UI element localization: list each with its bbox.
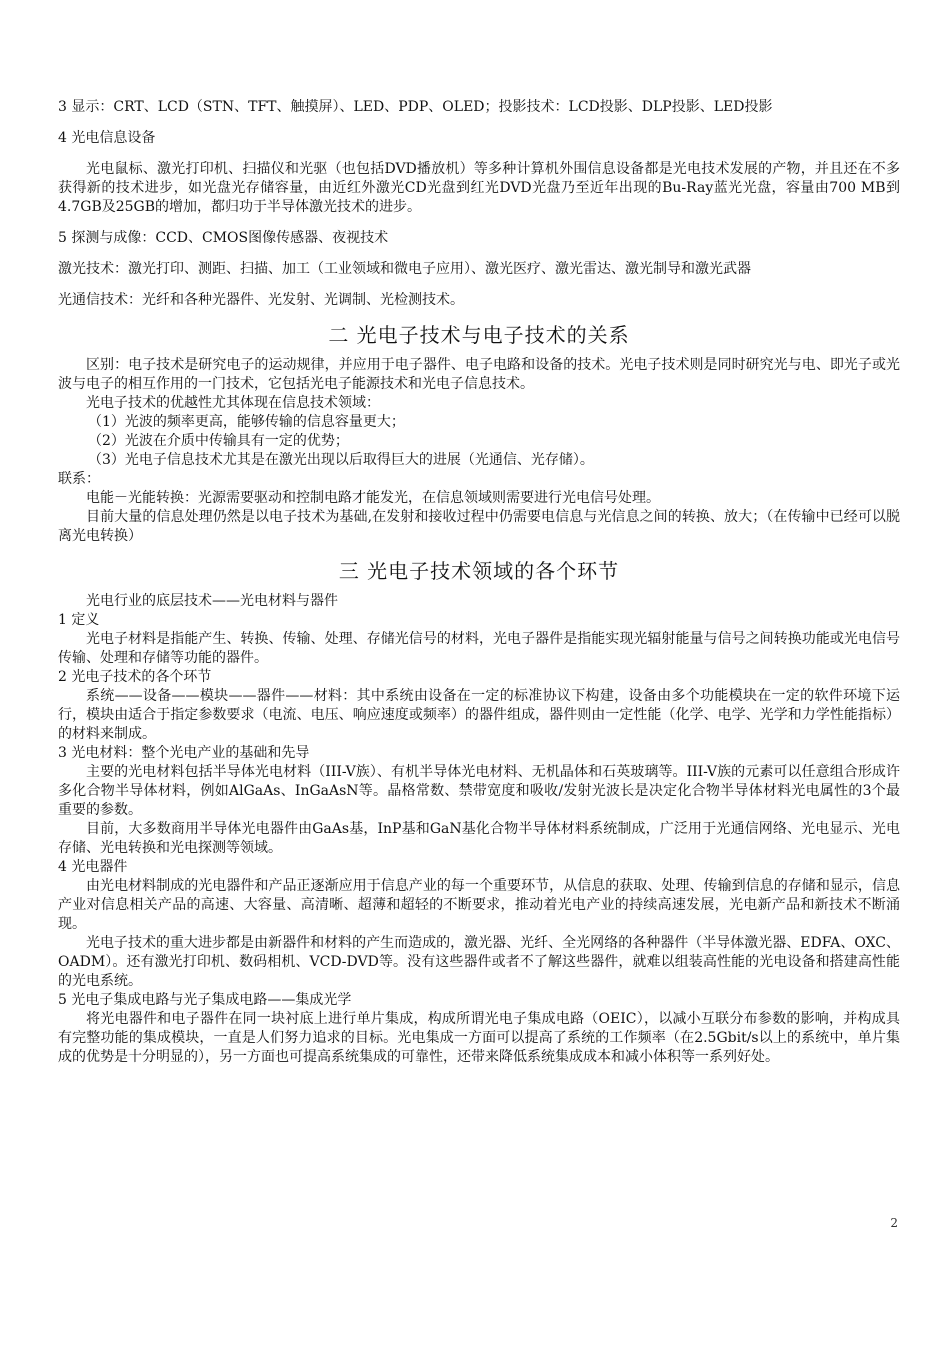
devices-paragraph-1: 由光电材料制成的光电器件和产品正逐渐应用于信息产业的每一个重要环节，从信息的获取、处理、传输到信息的存储和显示，信息产业对信息相关产品的高速、大容量、高清晰、超薄和超轻的不断要求，推动着光电产业的持续高速发展，光电新产品和新技术不断涌现。 (58, 878, 900, 932)
page-number: 2 (890, 1216, 898, 1230)
relation-label: 联系： (58, 471, 100, 487)
materials-heading: 3 光电材料：整个光电产业的基础和先导 (58, 745, 310, 761)
devices-paragraph-2: 光电子技术的重大进步都是由新器件和材料的产生而造成的，激光器、光纤、全光网络的各种器件（半导体激光器、EDFA、OXC、OADM）。还有激光打印机、数码相机、VCD-DVD等。没有这些器件或者不了解这些器件，就难以组装高性能的光电设备和搭建高性能的光电系统。 (58, 935, 900, 989)
integration-paragraph: 将光电器件和电子器件在同一块衬底上进行单片集成，构成所谓光电子集成电路（OEIC），以减小互联分布参数的影响，并构成具有完整功能的集成模块，一直是人们努力追求的目标。光电集成一方面可以提高了系统的工作频率（在2.5Gbit/s以上的系统中，单片集成的优势是十分明显的），另一方面也可提高系统集成的可靠性，还带来降低系统集成成本和减小体积等一系列好处。 (58, 1011, 900, 1065)
advantage-item-3: （3）光电子信息技术尤其是在激光出现以后取得巨大的进展（光通信、光存储）。 (88, 452, 594, 468)
laser-tech-line: 激光技术：激光打印、测距、扫描、加工（工业领域和微电子应用）、激光医疗、激光雷达、激光制导和激光武器 (58, 261, 751, 277)
relation-paragraph-1: 电能－光能转换：光源需要驱动和控制电路才能发光，在信息领域则需要进行光电信号处理。 (86, 490, 660, 506)
definition-paragraph: 光电子材料是指能产生、转换、传输、处理、存储光信号的材料，光电子器件是指能实现光辐射能量与信号之间转换功能或光电信号传输、处理和存储等功能的器件。 (58, 631, 900, 666)
difference-paragraph: 区别：电子技术是研究电子的运动规律，并应用于电子器件、电子电路和设备的技术。光电子技术则是同时研究光与电、即光子或光波与电子的相互作用的一门技术，它包括光电子能源技术和光电子信息技术。 (58, 357, 900, 392)
devices-heading: 4 光电器件 (58, 859, 128, 875)
advantage-item-2: （2）光波在介质中传输具有一定的优势； (88, 433, 349, 449)
definition-heading: 1 定义 (58, 612, 100, 628)
info-device-paragraph: 光电鼠标、激光打印机、扫描仪和光驱（也包括DVD播放机）等多种计算机外围信息设备都是光电技术发展的产物，并且还在不多获得新的技术进步，如光盘光存储容量，由近红外激光CD光盘到红光DVD光盘乃至近年出现的Bu-Ray蓝光光盘，容量由700 MB到4.7GB及25GB的增加，都归功于半导体激光技术的进步。 (58, 161, 900, 215)
detection-line: 5 探测与成像：CCD、CMOS图像传感器、夜视技术 (58, 230, 389, 246)
integration-heading: 5 光电子集成电路与光子集成电路——集成光学 (58, 992, 352, 1008)
advantage-paragraph: 光电子技术的优越性尤其体现在信息技术领域： (86, 395, 380, 411)
section-2-title: 二 光电子技术与电子技术的关系 (328, 323, 630, 347)
links-paragraph: 系统——设备——模块——器件——材料：其中系统由设备在一定的标准协议下构建，设备由多个功能模块在一定的软件环境下运行，模块由适合于指定参数要求（电流、电压、响应速度或频率）的器件组成，器件则由一定性能（化学、电学、光学和力学性能指标）的材料来制成。 (58, 688, 900, 742)
section-3-title: 三 光电子技术领域的各个环节 (338, 559, 620, 583)
section-3-intro: 光电行业的底层技术——光电材料与器件 (86, 593, 338, 609)
materials-paragraph-2: 目前，大多数商用半导体光电器件由GaAs基，InP基和GaN基化合物半导体材料系统制成，广泛用于光通信网络、光电显示、光电存储、光电转换和光电探测等领域。 (58, 821, 900, 856)
relation-paragraph-2: 目前大量的信息处理仍然是以电子技术为基础,在发射和接收过程中仍需要电信息与光信息之间的转换、放大；（在传输中已经可以脱离光电转换） (58, 509, 900, 544)
display-line: 3 显示：CRT、LCD（STN、TFT、触摸屏）、LED、PDP、OLED；投影技术：LCD投影、DLP投影、LED投影 (58, 99, 773, 115)
materials-paragraph-1: 主要的光电材料包括半导体光电材料（III-V族）、有机半导体光电材料、无机晶体和石英玻璃等。III-V族的元素可以任意组合形成许多化合物半导体材料，例如AlGaAs、InGaAsN等。晶格常数、禁带宽度和吸收/发射光波长是决定化合物半导体材料光电属性的3个最重要的参数。 (58, 764, 900, 818)
info-device-heading: 4 光电信息设备 (58, 130, 156, 146)
optical-comm-line: 光通信技术：光纤和各种光器件、光发射、光调制、光检测技术。 (58, 292, 464, 308)
document-page (58, 98, 900, 1067)
advantage-item-1: （1）光波的频率更高，能够传输的信息容量更大； (88, 414, 405, 430)
links-heading: 2 光电子技术的各个环节 (58, 669, 212, 685)
